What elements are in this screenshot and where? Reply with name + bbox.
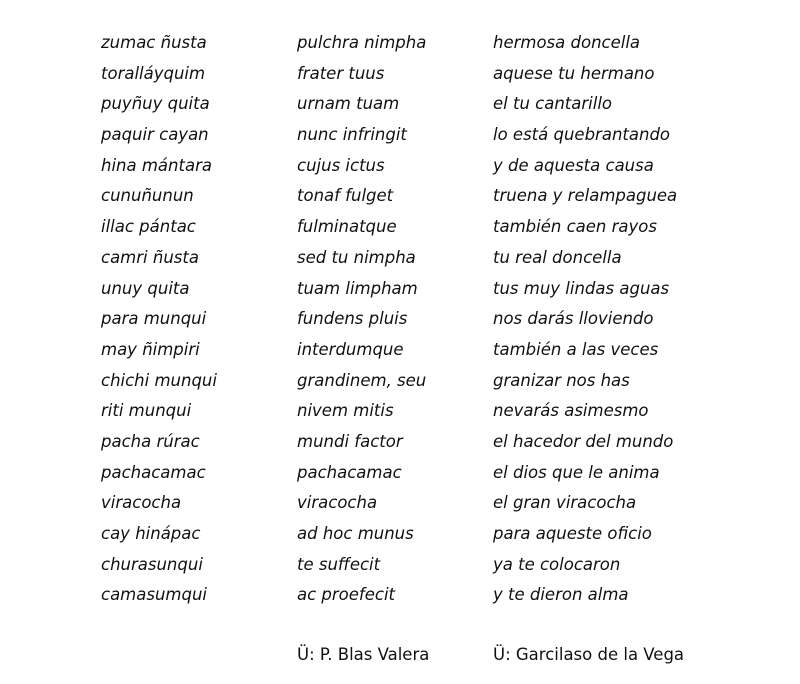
- quechua-verse-line: puyñuy quita: [101, 94, 210, 114]
- spanish-column: [493, 28, 677, 611]
- spanish-verse-line: también caen rayos: [493, 217, 657, 237]
- quechua-column: [101, 28, 217, 611]
- spanish-verse-line: el tu cantarillo: [493, 94, 613, 114]
- spanish-verse-line: el hacedor del mundo: [493, 431, 674, 451]
- latin-verse-line: fundens pluis: [297, 309, 408, 329]
- latin-verse-line: frater tuus: [297, 63, 385, 83]
- spanish-verse-line: para aqueste oficio: [493, 524, 652, 543]
- latin-verse-line: ac proefecit: [297, 585, 396, 605]
- spanish-verse-line: el gran viracocha: [493, 493, 637, 513]
- spanish-verse-line: y te dieron alma: [493, 585, 629, 605]
- spanish-verse-line: nos darás lloviendo: [493, 309, 654, 329]
- spanish-translator-credit: Ü: Garcilaso de la Vega: [493, 645, 685, 664]
- spanish-verse-line: tu real doncella: [493, 247, 622, 267]
- quechua-verse-line: illac pántac: [101, 217, 196, 237]
- latin-verse-line: sed tu nimpha: [297, 247, 416, 267]
- spanish-verse-line: hermosa doncella: [493, 33, 641, 52]
- latin-verse-line: viracocha: [297, 493, 378, 513]
- spanish-verse-line: aquese tu hermano: [493, 63, 655, 83]
- latin-verse-line: cujus ictus: [297, 155, 385, 175]
- spanish-verse-line: tus muy lindas aguas: [493, 278, 670, 298]
- latin-verse-line: nivem mitis: [297, 401, 394, 421]
- spanish-verse-line: granizar nos has: [493, 370, 630, 390]
- latin-verse-line: tuam limpham: [297, 278, 418, 298]
- latin-verse-line: urnam tuam: [297, 94, 400, 114]
- latin-verse-line: ad hoc munus: [297, 524, 414, 543]
- quechua-verse-line: camri ñusta: [101, 247, 199, 267]
- spanish-verse-line: nevarás asimesmo: [493, 401, 649, 421]
- quechua-verse-line: paquir cayan: [101, 125, 209, 145]
- latin-verse-line: fulminatque: [297, 217, 397, 237]
- latin-verse-line: mundi factor: [297, 431, 403, 451]
- quechua-verse-line: cunuñunun: [101, 186, 194, 206]
- quechua-verse-line: camasumqui: [101, 585, 208, 605]
- latin-verse-line: pachacamac: [297, 462, 402, 482]
- quechua-verse-line: hina mántara: [101, 155, 212, 175]
- spanish-verse-line: el dios que le anima: [493, 462, 660, 482]
- spanish-verse-line: lo está quebrantando: [493, 125, 671, 145]
- latin-verse-line: te suffecit: [297, 554, 381, 574]
- latin-verse-line: interdumque: [297, 339, 404, 359]
- spanish-verse-line: truena y relampaguea: [493, 186, 678, 206]
- quechua-verse-line: may ñimpiri: [101, 339, 200, 359]
- latin-translator-credit: Ü: P. Blas Valera: [297, 645, 430, 664]
- latin-verse-line: tonaf fulget: [297, 186, 394, 206]
- quechua-verse-line: chichi munqui: [101, 370, 217, 390]
- quechua-verse-line: unuy quita: [101, 278, 190, 298]
- quechua-verse-line: cay hinápac: [101, 524, 201, 543]
- spanish-verse-line: ya te colocaron: [493, 554, 621, 574]
- quechua-verse-line: toralláyquim: [101, 63, 206, 83]
- quechua-verse-line: viracocha: [101, 493, 182, 513]
- latin-verse-line: grandinem, seu: [297, 370, 427, 390]
- latin-column: [297, 28, 426, 611]
- spanish-verse-line: y de aquesta causa: [493, 155, 654, 175]
- quechua-verse-line: zumac ñusta: [101, 33, 207, 52]
- quechua-verse-line: pacha rúrac: [101, 431, 200, 451]
- quechua-verse-line: churasunqui: [101, 554, 203, 574]
- quechua-verse-line: para munqui: [101, 309, 207, 329]
- latin-verse-line: nunc infringit: [297, 125, 407, 145]
- quechua-verse-line: pachacamac: [101, 462, 206, 482]
- spanish-verse-line: también a las veces: [493, 339, 659, 359]
- latin-verse-line: pulchra nimpha: [297, 33, 427, 52]
- quechua-verse-line: riti munqui: [101, 401, 192, 421]
